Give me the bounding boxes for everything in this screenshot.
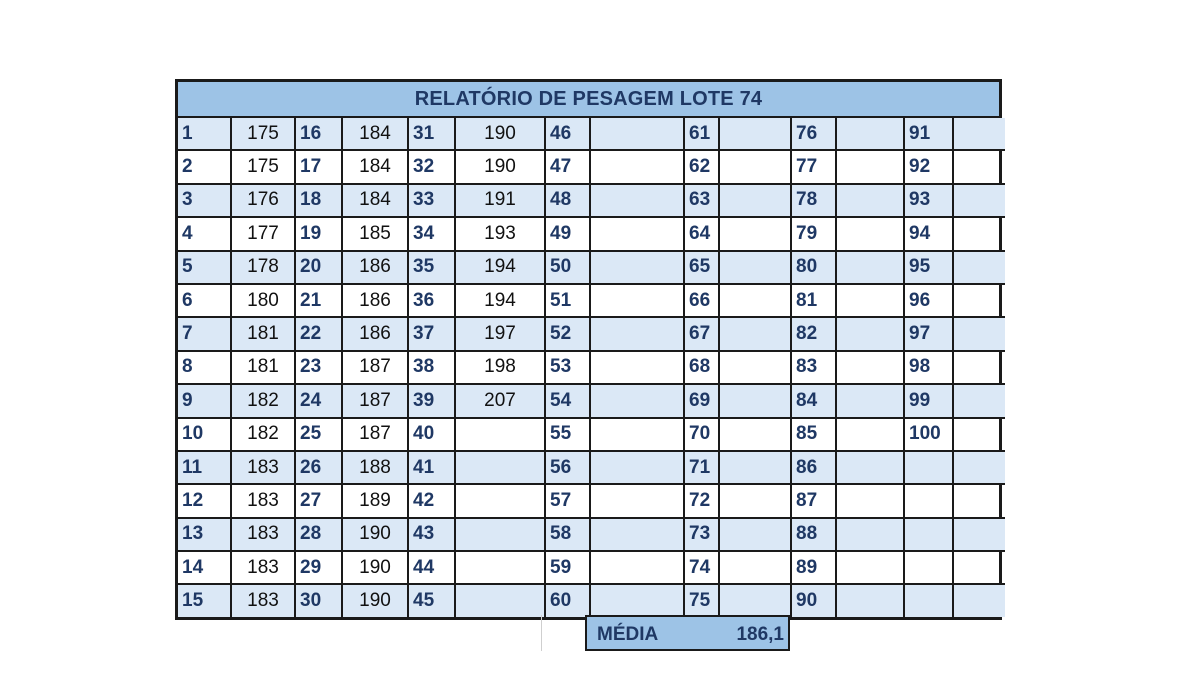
weight-value [719,384,791,417]
weight-value [719,351,791,384]
weight-value [836,451,904,484]
animal-number: 81 [791,284,836,317]
mean-summary [585,615,790,651]
weight-value: 185 [342,217,408,250]
table-row [178,118,1005,150]
weight-value: 190 [342,518,408,551]
animal-number: 92 [904,150,953,183]
animal-number: 51 [545,284,590,317]
weight-value [590,351,684,384]
animal-number: 40 [408,418,455,451]
weight-value [719,184,791,217]
weight-value [590,118,684,150]
animal-number: 73 [684,518,719,551]
weight-value [953,251,1005,284]
animal-number: 68 [684,351,719,384]
table-row [178,217,1005,250]
animal-number: 42 [408,484,455,517]
table-row [178,150,1005,183]
animal-number: 98 [904,351,953,384]
animal-number: 65 [684,251,719,284]
animal-number: 47 [545,150,590,183]
weight-value: 183 [231,518,295,551]
animal-number: 36 [408,284,455,317]
animal-number: 41 [408,451,455,484]
weight-value: 187 [342,384,408,417]
weight-value [719,217,791,250]
animal-number: 75 [684,584,719,616]
table-row [178,418,1005,451]
weight-value [836,150,904,183]
weight-value: 194 [455,251,545,284]
table-row [178,384,1005,417]
weight-value [953,317,1005,350]
animal-number: 63 [684,184,719,217]
animal-number: 80 [791,251,836,284]
animal-number: 54 [545,384,590,417]
weight-value [836,184,904,217]
animal-number: 60 [545,584,590,616]
animal-number: 35 [408,251,455,284]
weight-value [590,518,684,551]
weight-value [836,384,904,417]
weight-value: 184 [342,150,408,183]
weight-value [953,384,1005,417]
animal-number: 1 [178,118,231,150]
weight-value: 180 [231,284,295,317]
animal-number: 26 [295,451,342,484]
table-row [178,284,1005,317]
animal-number: 52 [545,317,590,350]
animal-number: 29 [295,551,342,584]
weight-value: 194 [455,284,545,317]
animal-number: 89 [791,551,836,584]
weight-value: 191 [455,184,545,217]
weight-value: 175 [231,118,295,150]
animal-number: 59 [545,551,590,584]
animal-number: 3 [178,184,231,217]
empty-cell [953,518,1005,551]
weight-value [953,217,1005,250]
weight-value [836,351,904,384]
weight-value [836,551,904,584]
animal-number: 17 [295,150,342,183]
animal-number: 11 [178,451,231,484]
animal-number: 12 [178,484,231,517]
report-title: RELATÓRIO DE PESAGEM LOTE 74 [178,82,999,118]
weight-value [455,451,545,484]
weight-value: 183 [231,484,295,517]
empty-cell [904,551,953,584]
animal-number: 9 [178,384,231,417]
animal-number: 99 [904,384,953,417]
animal-number: 95 [904,251,953,284]
empty-cell [953,451,1005,484]
weight-value [836,217,904,250]
table-row [178,317,1005,350]
weight-value [590,418,684,451]
animal-number: 21 [295,284,342,317]
table-row [178,584,1005,616]
animal-number: 32 [408,150,455,183]
weight-value [836,118,904,150]
animal-number: 4 [178,217,231,250]
weight-value [590,317,684,350]
animal-number: 31 [408,118,455,150]
animal-number: 64 [684,217,719,250]
weights-grid [178,118,1005,617]
weight-value [953,184,1005,217]
weight-value: 182 [231,384,295,417]
weight-value [590,251,684,284]
weight-value [719,251,791,284]
animal-number: 2 [178,150,231,183]
animal-number: 69 [684,384,719,417]
weight-value: 186 [342,317,408,350]
animal-number: 87 [791,484,836,517]
animal-number: 84 [791,384,836,417]
weight-value: 193 [455,217,545,250]
weight-value: 176 [231,184,295,217]
empty-cell [904,451,953,484]
weight-value: 187 [342,351,408,384]
weight-value: 183 [231,451,295,484]
animal-number: 18 [295,184,342,217]
weight-value [590,284,684,317]
weight-value [455,584,545,616]
weight-value [719,551,791,584]
animal-number: 20 [295,251,342,284]
weight-value: 190 [342,584,408,616]
animal-number: 34 [408,217,455,250]
weight-value [719,317,791,350]
table-row [178,484,1005,517]
weight-value [953,418,1005,451]
animal-number: 25 [295,418,342,451]
animal-number: 97 [904,317,953,350]
weight-value: 175 [231,150,295,183]
weight-value: 183 [231,584,295,616]
animal-number: 58 [545,518,590,551]
weight-value: 188 [342,451,408,484]
weight-value [836,484,904,517]
weight-value [719,418,791,451]
animal-number: 24 [295,384,342,417]
weight-value [590,217,684,250]
weight-value: 181 [231,317,295,350]
weight-value [953,284,1005,317]
weight-value [719,584,791,616]
weight-value [590,551,684,584]
animal-number: 16 [295,118,342,150]
animal-number: 33 [408,184,455,217]
weight-value: 190 [455,118,545,150]
animal-number: 88 [791,518,836,551]
animal-number: 94 [904,217,953,250]
weight-value: 207 [455,384,545,417]
animal-number: 76 [791,118,836,150]
animal-number: 23 [295,351,342,384]
cell-guide-line [541,615,542,651]
animal-number: 100 [904,418,953,451]
animal-number: 85 [791,418,836,451]
weight-value [836,251,904,284]
weight-value [455,518,545,551]
animal-number: 6 [178,284,231,317]
animal-number: 78 [791,184,836,217]
mean-value: 186,1 [736,624,784,645]
weight-value: 178 [231,251,295,284]
animal-number: 79 [791,217,836,250]
animal-number: 91 [904,118,953,150]
animal-number: 48 [545,184,590,217]
weight-value [719,118,791,150]
animal-number: 27 [295,484,342,517]
weight-value: 187 [342,418,408,451]
weight-value [590,384,684,417]
weight-value [836,584,904,616]
table-row [178,551,1005,584]
weight-value [719,451,791,484]
animal-number: 55 [545,418,590,451]
weight-value: 184 [342,118,408,150]
weight-value: 186 [342,284,408,317]
animal-number: 71 [684,451,719,484]
weight-value [953,118,1005,150]
weight-value [836,518,904,551]
weight-value: 177 [231,217,295,250]
empty-cell [953,484,1005,517]
animal-number: 19 [295,217,342,250]
animal-number: 13 [178,518,231,551]
animal-number: 8 [178,351,231,384]
animal-number: 44 [408,551,455,584]
empty-cell [904,584,953,616]
animal-number: 93 [904,184,953,217]
animal-number: 96 [904,284,953,317]
animal-number: 56 [545,451,590,484]
animal-number: 39 [408,384,455,417]
weight-value [836,284,904,317]
weight-value [719,484,791,517]
weight-value [719,284,791,317]
animal-number: 90 [791,584,836,616]
animal-number: 57 [545,484,590,517]
animal-number: 61 [684,118,719,150]
empty-cell [953,551,1005,584]
animal-number: 7 [178,317,231,350]
animal-number: 46 [545,118,590,150]
weight-value [836,418,904,451]
animal-number: 77 [791,150,836,183]
weight-value [719,150,791,183]
weight-value: 183 [231,551,295,584]
animal-number: 82 [791,317,836,350]
weight-value: 186 [342,251,408,284]
animal-number: 67 [684,317,719,350]
table-row [178,518,1005,551]
mean-label: MÉDIA [597,624,659,645]
table-row [178,351,1005,384]
weight-value [455,551,545,584]
animal-number: 53 [545,351,590,384]
weight-value [590,451,684,484]
animal-number: 50 [545,251,590,284]
weight-value: 189 [342,484,408,517]
weight-value: 198 [455,351,545,384]
weight-value: 190 [455,150,545,183]
empty-cell [904,484,953,517]
animal-number: 49 [545,217,590,250]
animal-number: 83 [791,351,836,384]
animal-number: 62 [684,150,719,183]
animal-number: 43 [408,518,455,551]
weight-value [953,150,1005,183]
animal-number: 38 [408,351,455,384]
weight-value [455,484,545,517]
weight-value [836,317,904,350]
animal-number: 72 [684,484,719,517]
animal-number: 22 [295,317,342,350]
empty-cell [953,584,1005,616]
table-row [178,451,1005,484]
animal-number: 30 [295,584,342,616]
weighing-report-table [175,79,1002,620]
weight-value [590,484,684,517]
weight-value: 197 [455,317,545,350]
animal-number: 28 [295,518,342,551]
table-row [178,184,1005,217]
weight-value: 182 [231,418,295,451]
weight-value [590,150,684,183]
table-row [178,251,1005,284]
animal-number: 10 [178,418,231,451]
animal-number: 86 [791,451,836,484]
weight-value [719,518,791,551]
weight-value [590,584,684,616]
animal-number: 45 [408,584,455,616]
weight-value [455,418,545,451]
weight-value: 181 [231,351,295,384]
weight-value: 190 [342,551,408,584]
animal-number: 37 [408,317,455,350]
animal-number: 5 [178,251,231,284]
animal-number: 15 [178,584,231,616]
animal-number: 14 [178,551,231,584]
weight-value [590,184,684,217]
weight-value [953,351,1005,384]
animal-number: 70 [684,418,719,451]
animal-number: 66 [684,284,719,317]
weight-value: 184 [342,184,408,217]
empty-cell [904,518,953,551]
animal-number: 74 [684,551,719,584]
